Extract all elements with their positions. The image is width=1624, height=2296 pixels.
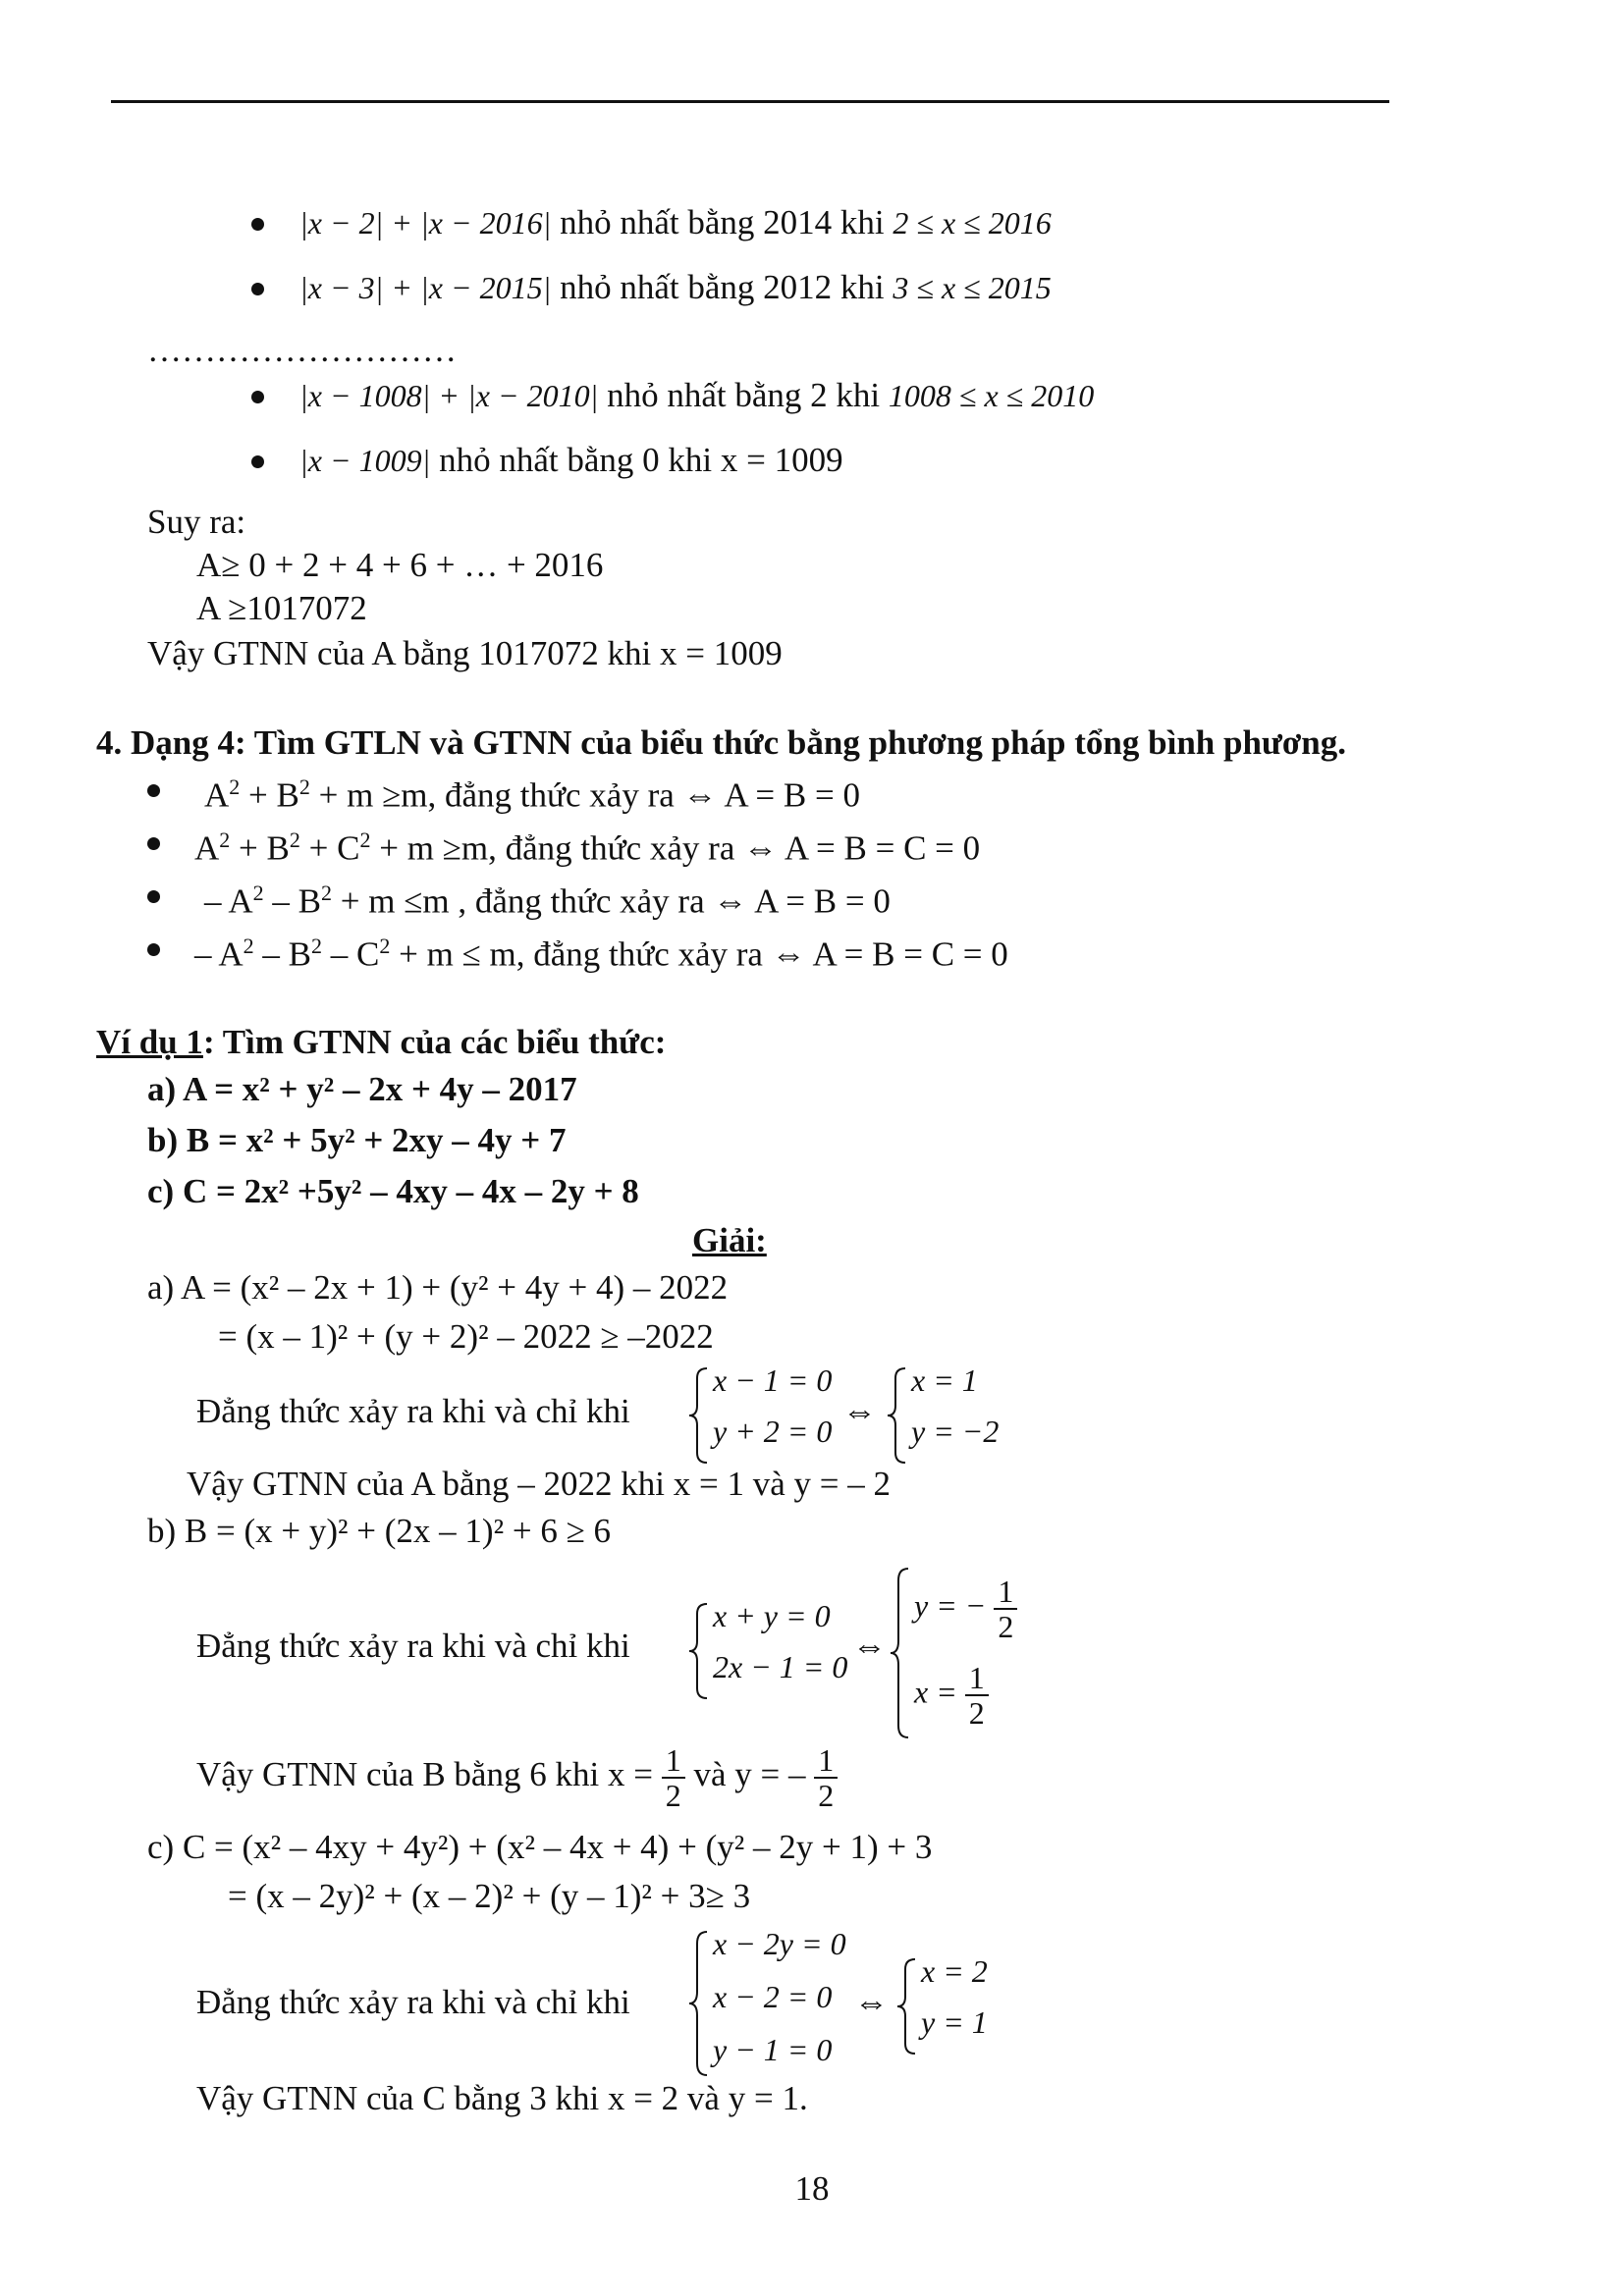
system-row: x = 1 <box>911 1362 978 1398</box>
bullet-line-2 <box>299 266 1052 309</box>
ellipsis: ……………………… <box>147 331 457 369</box>
sol-a-line-2: = (x – 1)² + (y + 2)² – 2022 ≥ –2022 <box>218 1317 714 1356</box>
fraction-numerator: 1 <box>662 1743 685 1779</box>
solution-label: Giải: <box>692 1221 767 1259</box>
iff-symbol: ⇔ <box>854 1983 889 2021</box>
system-row: x − 1 = 0 <box>713 1362 833 1398</box>
rule-line-3: – $A^2 - B^2 + m \le m$ , đẳng thức xảy ra ⇔ A = B = 0 <box>204 881 891 921</box>
system-row: y − 1 = 0 <box>713 2032 833 2067</box>
bullet-dot <box>251 391 264 403</box>
rule-rest: + m ≥m, đẳng thức xảy ra ⇔ A = B = 0 <box>318 775 860 815</box>
inequality-line-1: A≥ 0 + 2 + 4 + 6 + … + 2016 <box>196 546 604 584</box>
problem-a: a) A = x² + y² – 2x + 4y – 2017 <box>147 1070 577 1108</box>
bullet-cond: 1008 ≤ x ≤ 2010 <box>888 378 1095 413</box>
sol-a-line-1: a) A = (x² – 2x + 1) + (y² + 4y + 4) – 2022 <box>147 1268 729 1307</box>
fraction-denominator: 2 <box>998 1609 1014 1644</box>
bullet-expr: |x − 1009| <box>299 443 431 478</box>
bullet-cond: 3 ≤ x ≤ 2015 <box>893 270 1052 305</box>
example-title: : Tìm GTNN của các biểu thức: <box>202 1023 667 1061</box>
suy-ra: Suy ra: <box>147 503 246 541</box>
fraction <box>965 1661 989 1730</box>
bullet-text: nhỏ nhất bằng 2014 khi <box>560 203 885 241</box>
sol-c-conclusion: Vậy GTNN của C bằng 3 khi x = 2 và y = 1. <box>196 2079 808 2117</box>
system-row: y = 1 <box>921 2004 988 2040</box>
fraction-numerator: 1 <box>965 1661 989 1696</box>
system-row: x = 2 <box>921 1953 988 1989</box>
system-row <box>914 1661 989 1730</box>
sol-b-line-1: b) B = (x + y)² + (2x – 1)² + 6 ≥ 6 <box>147 1512 612 1550</box>
bullet-dot <box>147 837 160 850</box>
rule-line-1: $A^2 + B^2 + m \ge m$, đẳng thức xảy ra ⇔ A = B = 0 <box>204 774 860 815</box>
sol-a-cond: Đẳng thức xảy ra khi và chỉ khi <box>196 1392 630 1430</box>
system-row: y + 2 = 0 <box>713 1414 833 1449</box>
conclusion-a-top: Vậy GTNN của A bằng 1017072 khi x = 1009 <box>147 634 783 672</box>
bullet-line-4 <box>299 439 843 482</box>
sys-y-label: y = − <box>914 1587 987 1624</box>
sol-a-conclusion: Vậy GTNN của A bằng – 2022 khi x = 1 và y = – 2 <box>187 1465 892 1503</box>
system-row: 2x − 1 = 0 <box>713 1649 848 1684</box>
fraction-denominator: 2 <box>968 1695 985 1731</box>
bullet-dot <box>147 890 160 903</box>
system-row: y = −2 <box>911 1414 1000 1449</box>
bullet-dot <box>251 455 264 468</box>
bullet-text: nhỏ nhất bằng 2012 khi <box>560 268 885 306</box>
system-row <box>914 1575 1017 1643</box>
rule-pre: A <box>194 828 220 868</box>
rule-rest: + m ≤ m, đẳng thức xảy ra ⇔ A = B = C = 0 <box>390 934 1008 974</box>
bullet-line-3 <box>299 374 1094 417</box>
bullet-line-1 <box>299 201 1052 244</box>
problem-c: c) C = 2x² +5y² – 4xy – 4x – 2y + 8 <box>147 1172 639 1210</box>
bullet-cond: 2 ≤ x ≤ 2016 <box>893 205 1052 240</box>
fraction-numerator: 1 <box>994 1575 1017 1610</box>
sol-b-cond: Đẳng thức xảy ra khi và chỉ khi <box>196 1627 630 1665</box>
page-number: 18 <box>794 2169 830 2208</box>
concl-mid: và y = – <box>693 1755 806 1794</box>
bullet-expr: |x − 2| + |x − 2016| <box>299 205 552 240</box>
rule-pre: – A <box>204 881 253 921</box>
problem-b: b) B = x² + 5y² + 2xy – 4y + 7 <box>147 1121 567 1159</box>
system-row: x − 2y = 0 <box>713 1926 846 1961</box>
fraction <box>994 1575 1017 1643</box>
sol-c-line-1: c) C = (x² – 4xy + 4y²) + (x² – 4x + 4) + (y² – 2y + 1) + 3 <box>147 1828 933 1866</box>
iff-symbol: ⇔ <box>852 1627 887 1665</box>
system-row: x + y = 0 <box>713 1598 831 1633</box>
rule-pre: – A <box>194 934 244 974</box>
sol-c-cond: Đẳng thức xảy ra khi và chỉ khi <box>196 1983 630 2021</box>
brace-icon <box>886 1366 909 1465</box>
bullet-expr: |x − 3| + |x − 2015| <box>299 270 552 305</box>
fraction-denominator: 2 <box>818 1778 835 1813</box>
rule-rest: + m ≥m, đẳng thức xảy ra ⇔ A = B = C = 0 <box>370 828 981 868</box>
bullet-text: nhỏ nhất bằng 2 khi <box>607 376 881 414</box>
bullet-text: nhỏ nhất bằng 0 khi x = 1009 <box>439 441 843 479</box>
brace-icon <box>889 1567 912 1739</box>
example-label: Ví dụ 1 <box>96 1023 203 1061</box>
bullet-dot <box>251 283 264 295</box>
example-heading <box>96 1021 666 1064</box>
brace-icon <box>687 1930 711 2077</box>
header-rule <box>111 100 1389 103</box>
inequality-line-2: A ≥1017072 <box>196 589 367 627</box>
iff-symbol: ⇔ <box>842 1392 877 1430</box>
bullet-expr: |x − 1008| + |x − 2010| <box>299 378 599 413</box>
fraction <box>814 1743 838 1812</box>
rule-rest: + m ≤m , đẳng thức xảy ra ⇔ A = B = 0 <box>331 881 891 921</box>
brace-icon <box>687 1366 711 1465</box>
fraction-denominator: 2 <box>665 1778 681 1813</box>
system-row: x − 2 = 0 <box>713 1979 833 2014</box>
rule-line-4: – $A^2 - B^2 - C^2 + m \le m$, đẳng thức xảy ra ⇔ A = B = C = 0 <box>194 934 1008 974</box>
sol-c-line-2: = (x – 2y)² + (x – 2)² + (y – 1)² + 3≥ 3 <box>228 1877 751 1915</box>
bullet-dot <box>251 218 264 231</box>
brace-icon <box>687 1602 711 1700</box>
rule-pre: A <box>204 775 230 815</box>
bullet-dot <box>147 784 160 797</box>
rule-line-2: $A^2 + B^2 + C^2 + m \ge m$, đẳng thức xảy ra ⇔ A = B = C = 0 <box>194 828 981 868</box>
sys-x-label: x = <box>914 1674 957 1710</box>
concl-pre: Vậy GTNN của B bằng 6 khi x = <box>196 1755 653 1794</box>
bullet-dot <box>147 943 160 956</box>
section-heading: 4. Dạng 4: Tìm GTLN và GTNN của biểu thức bằng phương pháp tổng bình phương. <box>96 723 1347 762</box>
brace-icon <box>895 1957 919 2056</box>
sol-b-conclusion <box>196 1743 838 1812</box>
fraction <box>662 1743 685 1812</box>
fraction-numerator: 1 <box>814 1743 838 1779</box>
